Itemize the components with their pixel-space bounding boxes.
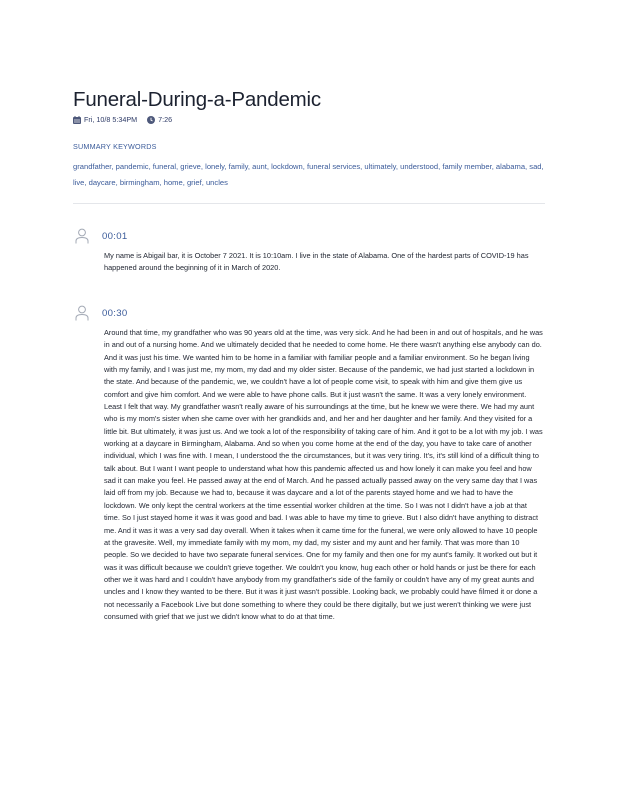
recording-duration bbox=[147, 115, 172, 124]
recording-meta bbox=[73, 115, 172, 124]
segment-text: Around that time, my grandfather who was 90 years old at the time, was very sick. And he had been in and out of hospitals, and he was in and out of a nursing home. And we ultimately decided that he needed to come home. He there wasn't anything else anybody can do. And it was just his time. We wanted him to be home in a familiar with familiar people and a familiar environment. So he began living with my family, and I was just me, my mom, my dad and my older sister. Because of the pandemic, we had just started a lockdown in the state. And because of the pandemic, we, we couldn't have a lot of people come visit, to speak with him and give them give us comfort and give him comfort. And we were able to have phone calls. But it just wasn't the same. It was a very lonely environment. Least I felt that way. My grandfather wasn't really aware of his surroundings at the time, but he knew we were there. We had my aunt who is my mom's sister when she came over with her grandkids and, and her and her daughter and her family. And they visited for a little bit. But ultimately, it was just us. And we took a lot of the responsibility of taking care of him. And it got to be a lot with my job. I was working at a daycare in Birmingham, Alabama. And so when you come home at the end of the day, you have to take care of another individual, which I was fine with. I mean, I understood the the circumstances, but it was very tiring. It's, it's still kind of a difficult thing to talk about. But I want I want people to understand what how this pandemic affected us and how lonely it can make you feel and how sad it can make you feel. He passed away at the end of March. And he passed actually passed away on the very same day that I was laid off from my job. Because we had to, because it was daycare and a lot of the parents stayed home and we had to have the lockdown. We only kept the central workers at the time essential worker children at the time. So I was not I didn't have a job at that time. So I just stayed home it was it was good and bad. I was able to have my time to grieve. But I also didn't have anything to distract me. And it was it was a very sad day overall. When it takes when it came time for the funeral, we were only allowed to have 10 people at the gravesite. Well, my immediate family with my mom, my dad, my sister and my aunt and her family. That was more than 10 people. So we decided to have two separate funeral services. One for my family and then one for my aunt's family. It worked out but it was it was difficult because we couldn't grieve together. We couldn't you know, hug each other or hold hands or just be there for each other we it was hard and I couldn't have anybody from my grandfather's side of the family or couldn't have any of my great aunts and uncles and I know they wanted to be there. But it was it just wasn't possible. Looking back, we probably could have filmed it or done a not necessarily a Facebook Live but done something to where they could be there digitally, but we just weren't thinking we were just consumed with grief that we just we didn't know what to do at that time. bbox=[104, 328, 543, 621]
segment-timestamp[interactable]: 00:01 bbox=[102, 231, 128, 242]
speaker-avatar-icon bbox=[75, 228, 89, 244]
date-text: Fri, 10/8 5:34PM bbox=[84, 115, 138, 124]
duration-text: 7:26 bbox=[158, 115, 173, 124]
speaker-avatar-icon bbox=[75, 305, 89, 321]
clock-icon bbox=[147, 116, 155, 124]
segment-timestamp[interactable]: 00:30 bbox=[102, 308, 128, 319]
divider bbox=[73, 203, 545, 204]
summary-keywords: grandfather, pandemic, funeral, grieve, lonely, family, aunt, lockdown, funeral services, ultimately, understood, family member, alabama, sad, live, daycare, birmingham, home, grief, uncles bbox=[73, 162, 544, 187]
page-title: Funeral-During-a-Pandemic bbox=[73, 88, 321, 111]
calendar-icon bbox=[73, 116, 81, 124]
recording-date bbox=[73, 115, 137, 124]
segment-text: My name is Abigail bar, it is October 7 2021. It is 10:10am. I live in the state of Alabama. One of the hardest parts of COVID-19 has happened around the beginning of it in March of 2020. bbox=[104, 251, 529, 273]
summary-keywords-heading: SUMMARY KEYWORDS bbox=[73, 142, 157, 151]
